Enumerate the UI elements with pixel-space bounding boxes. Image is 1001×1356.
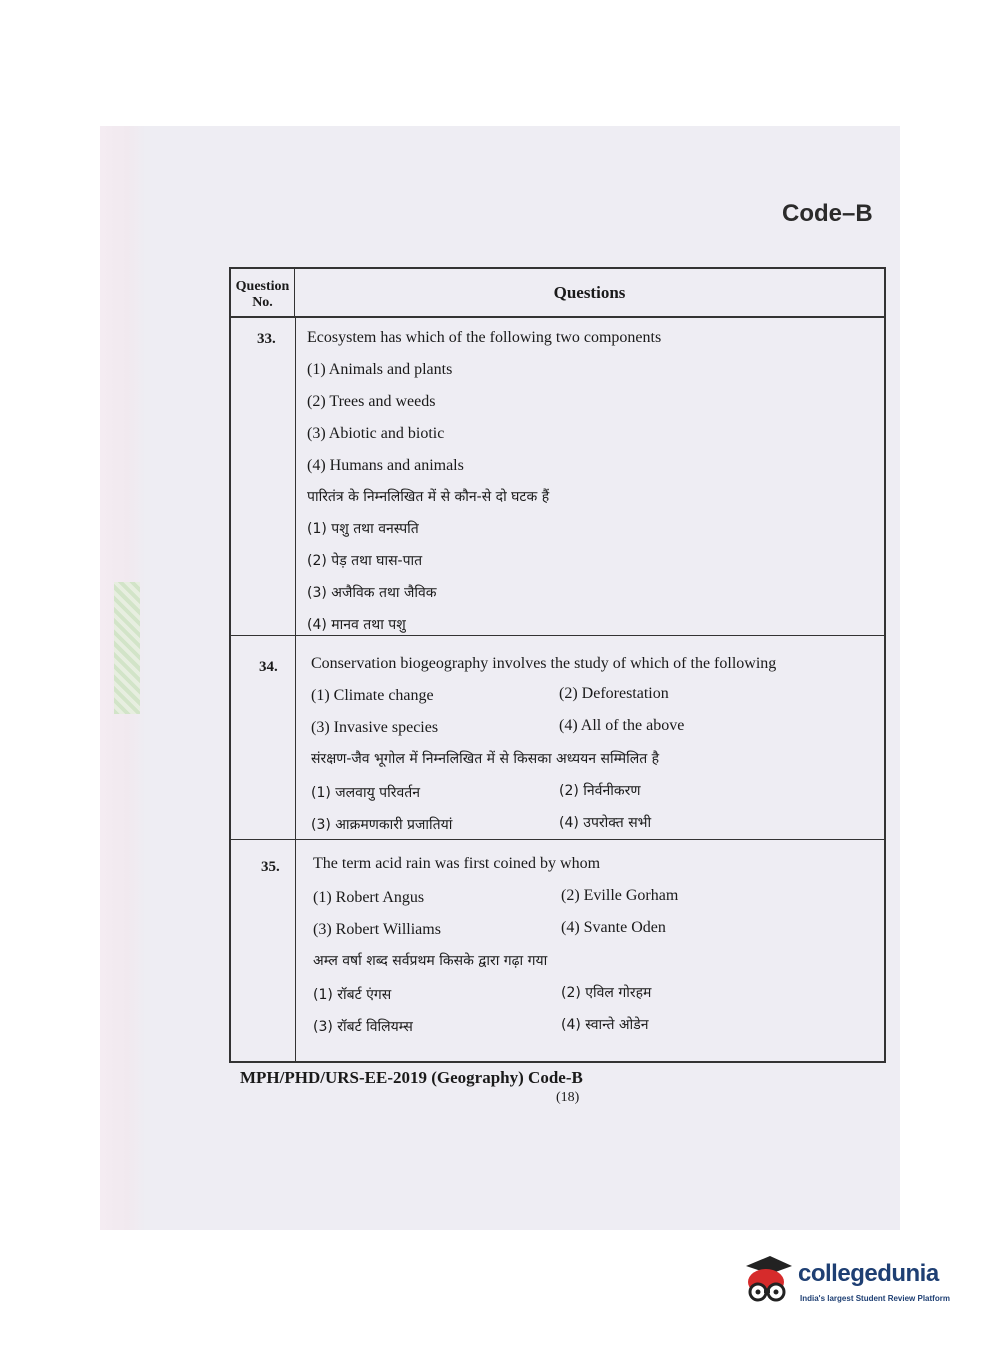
row-divider [231,839,884,840]
header-questions: Questions [553,283,626,302]
option-hi: (1) पशु तथा वनस्पति [307,521,419,537]
column-divider [295,316,296,1061]
option-hi: (2) एविल गोरहम [561,985,652,1001]
option-en: (2) Trees and weeds [307,393,436,410]
option-en: (4) Svante Oden [561,919,666,936]
question-number: 35. [261,859,280,875]
option-en: (3) Invasive species [311,719,439,736]
option-en: (4) All of the above [559,717,685,734]
option-hi: (2) पेड़ तथा घास-पात [307,553,423,569]
option-hi: (1) जलवायु परिवर्तन [311,785,420,801]
option-hi: (3) अजैविक तथा जैविक [307,585,437,601]
option-en: (2) Deforestation [559,685,669,702]
option-en: (3) Robert Williams [313,921,441,938]
option-en: (2) Eville Gorham [561,887,679,904]
page-number: (18) [556,1090,580,1105]
header-question-no: Question No. [231,269,295,316]
question-table [229,267,886,1063]
paper-footer-title: MPH/PHD/URS-EE-2019 (Geography) Code-B [240,1068,583,1087]
brand-tagline: India's largest Student Review Platform [800,1294,950,1303]
brand-name: collegedunia [798,1260,939,1287]
option-en: (1) Animals and plants [307,361,453,378]
row-divider [231,635,884,636]
option-hi: (1) रॉबर्ट एंगस [313,987,392,1003]
question-text-en: Ecosystem has which of the following two components [307,329,662,346]
option-hi: (3) आक्रमणकारी प्रजातियां [311,817,453,833]
option-hi: (2) निर्वनीकरण [559,783,641,799]
option-en: (1) Robert Angus [313,889,425,906]
question-text-hi: अम्ल वर्षा शब्द सर्वप्रथम किसके द्वारा गढ़ा गया [313,953,548,969]
question-number: 34. [259,659,278,675]
question-text-hi: पारितंत्र के निम्नलिखित में से कौन-से दो घटक हैं [307,489,550,505]
option-en: (3) Abiotic and biotic [307,425,445,442]
option-hi: (4) मानव तथा पशु [307,617,406,633]
question-number: 33. [257,331,276,347]
option-hi: (4) स्वान्ते ओडेन [561,1017,649,1033]
option-hi: (3) रॉबर्ट विलियम्स [313,1019,413,1035]
option-hi: (4) उपरोक्त सभी [559,815,652,831]
option-en: (4) Humans and animals [307,457,464,474]
brand-logo [740,1252,970,1312]
code-label: Code–B [782,200,873,227]
question-text-hi: संरक्षण-जैव भूगोल में निम्नलिखित में से किसका अध्ययन सम्मिलित है [311,751,660,767]
binding-tape [114,582,140,714]
option-en: (1) Climate change [311,687,434,704]
mascot-icon [740,1252,796,1310]
question-text-en: Conservation biogeography involves the study of which of the following [311,655,777,672]
table-header [231,269,884,318]
question-text-en: The term acid rain was first coined by whom [313,855,601,872]
